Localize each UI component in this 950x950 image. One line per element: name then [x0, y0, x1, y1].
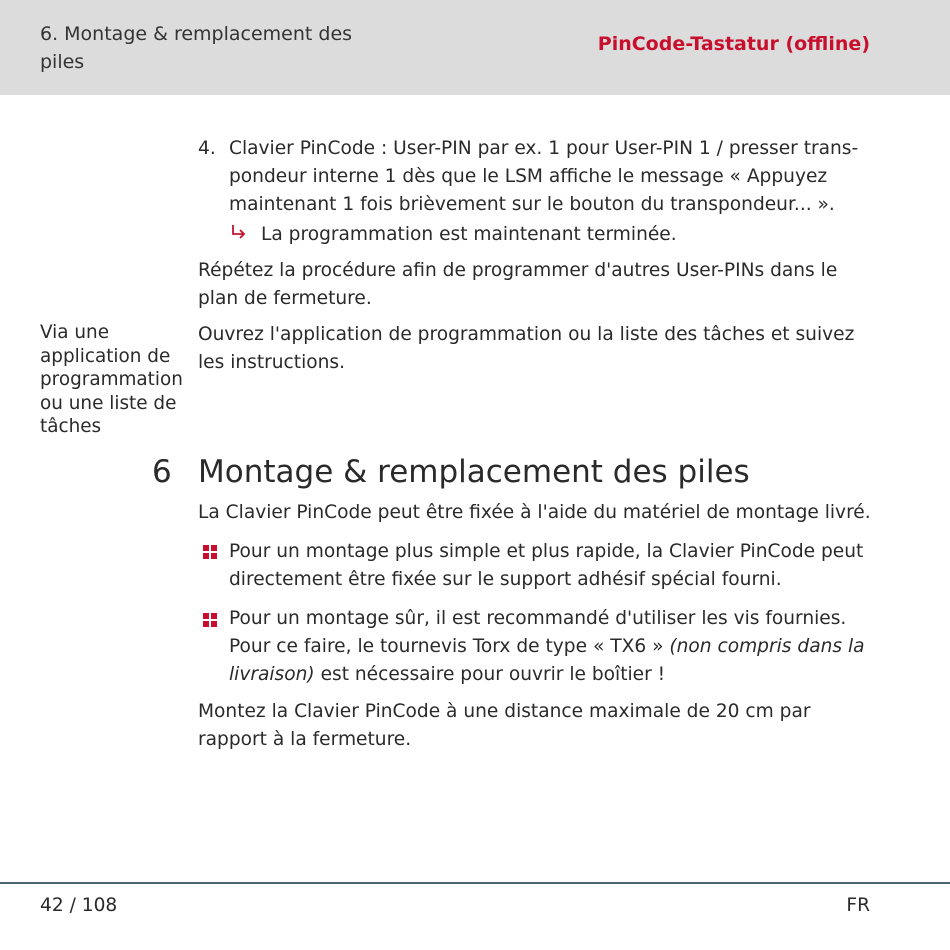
section-heading: Montage & remplacement des piles — [198, 454, 750, 490]
language-code: FR — [846, 895, 870, 916]
bullet-icon — [203, 545, 217, 559]
app-paragraph: Ouvrez l'application de programmation ou la liste des tâches et suivez les instructions. — [198, 324, 855, 373]
section-number: 6 — [152, 454, 172, 490]
footer-divider — [0, 882, 950, 884]
bullet-text-part: Pour un montage sûr, il est recommandé d'utiliser les vis fournies. Pour ce faire, le tournevis Torx de type « TX6 » — [229, 608, 847, 657]
header-section-title: 6. Montage & remplacement des piles — [40, 23, 353, 73]
page-header — [0, 0, 950, 95]
bullet-item — [229, 605, 879, 689]
step-number: 4. — [198, 138, 216, 159]
step-result: La programmation est maintenant terminée. — [261, 224, 677, 245]
section-intro: La Clavier PinCode peut être fixée à l'aide du matériel de montage livré. — [198, 502, 871, 523]
bullet-item: Pour un montage plus simple et plus rapide, la Clavier PinCode peut directement être fixée sur le support adhésif spécial fourni. — [229, 541, 864, 590]
bullet-icon — [203, 613, 217, 627]
step-text: Clavier PinCode : User-PIN par ex. 1 pour User-PIN 1 / presser transpondeur interne 1 dès que le LSM affiche le message « Appuyez maintenant 1 fois brièvement sur le bouton du transpondeur... ». — [229, 138, 859, 215]
page-number: 42 / 108 — [40, 895, 118, 916]
result-arrow-icon — [229, 222, 249, 244]
bullet-italic-note: (non compris dans la livraison) — [229, 636, 865, 685]
closing-paragraph: Montez la Clavier PinCode à une distance maximale de 20 cm par rapport à la fermeture. — [198, 701, 811, 750]
repeat-paragraph: Répétez la procédure afin de programmer d'autres User-PINs dans le plan de fermeture. — [198, 260, 838, 309]
header-product-name: PinCode-Tastatur (offline) — [597, 33, 870, 55]
margin-note: Via une application de programmation ou une liste de tâches — [40, 322, 183, 437]
bullet-text-part: est nécessaire pour ouvrir le boîtier ! — [314, 664, 666, 685]
